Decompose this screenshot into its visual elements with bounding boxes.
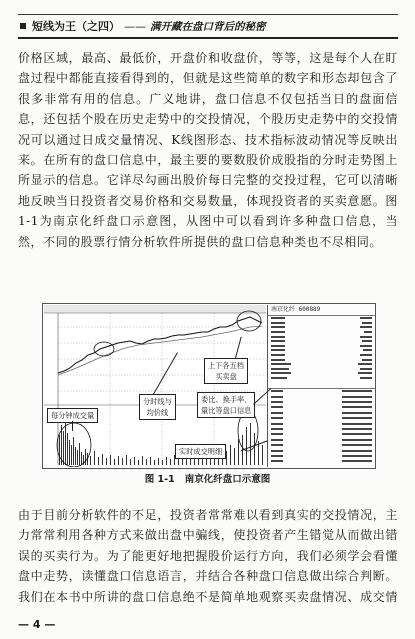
bid-ask-rows <box>268 316 375 386</box>
page-number: — 4 — <box>18 618 56 631</box>
figure-number: 图 1-1 <box>144 474 175 485</box>
book-subtitle: 满开藏在盘口背后的秘密 <box>150 20 266 33</box>
callout-commission-info: 委比、换手率、 量比等盘口信息 <box>197 392 255 418</box>
figure-caption <box>0 471 415 485</box>
callout-five-levels: 上下各五档 买卖盘 <box>204 358 248 384</box>
leader-line <box>72 421 73 431</box>
callout-volume: 每分钟成交量 <box>47 408 98 423</box>
header-bullet-icon <box>20 23 26 29</box>
quote-panel <box>267 305 375 467</box>
trade-detail-rows <box>268 388 375 467</box>
running-header <box>18 14 398 39</box>
header-separator: —— <box>124 19 146 33</box>
quote-panel-title: 南京化纤 600889 <box>268 305 375 316</box>
callout-realtime-trades: 实时成交明细 <box>175 444 226 459</box>
intraday-chart-image <box>44 305 266 467</box>
body-paragraph-2: 由于目前分析软件的不足，投资者常常难以看到真实的交投情况，主力常常利用各种方式来做出盘中骗线，使投资者产生错觉从而做出错误的买卖行为。为了能更好地把握股价运行方向，我们必须学会看懂盘中走势，读懂盘口信息语言，并结合各种盘口信息做出综合判断。我们在本书中所讲的盘口信息绝不是简单地观察买卖盘情况、成交情 <box>18 508 398 604</box>
figure-caption-text: 南京化纤盘口示意图 <box>184 474 271 485</box>
book-series-title: 短线为王（之四） <box>32 20 120 33</box>
callout-timeshare-line: 分时线与 均价线 <box>139 394 176 420</box>
body-paragraph-1: 价格区域，最高、最低价，开盘价和收盘价，等等，这是每个人在盯盘过程中都能直接看得到的，但就是这些简单的数字和形态却包含了很多非常有用的信息。广义地讲，盘口信息不仅包括当日的盘面信息，还包括个股在历史走势中的交投情况，个股历史走势中的交投情况可以通过日成交量情况、K线图形态、技术指标波动情况等反映出来。在所有的盘口信息中，最主要的要数股价成股指的分时走势图上所显示的信息。它详尽勾画出股价每日完整的交投过程，它可以清晰地反映当日投资者交易价格和交易数量，体现投资者的买卖意愿。图1-1为南京化纤盘口示意图，从图中可以看到许多种盘口信息，当然，不同的股票行情分析软件所提供的盘口信息种类也不尽相同。 <box>18 51 398 249</box>
figure-1-1 <box>42 303 376 469</box>
